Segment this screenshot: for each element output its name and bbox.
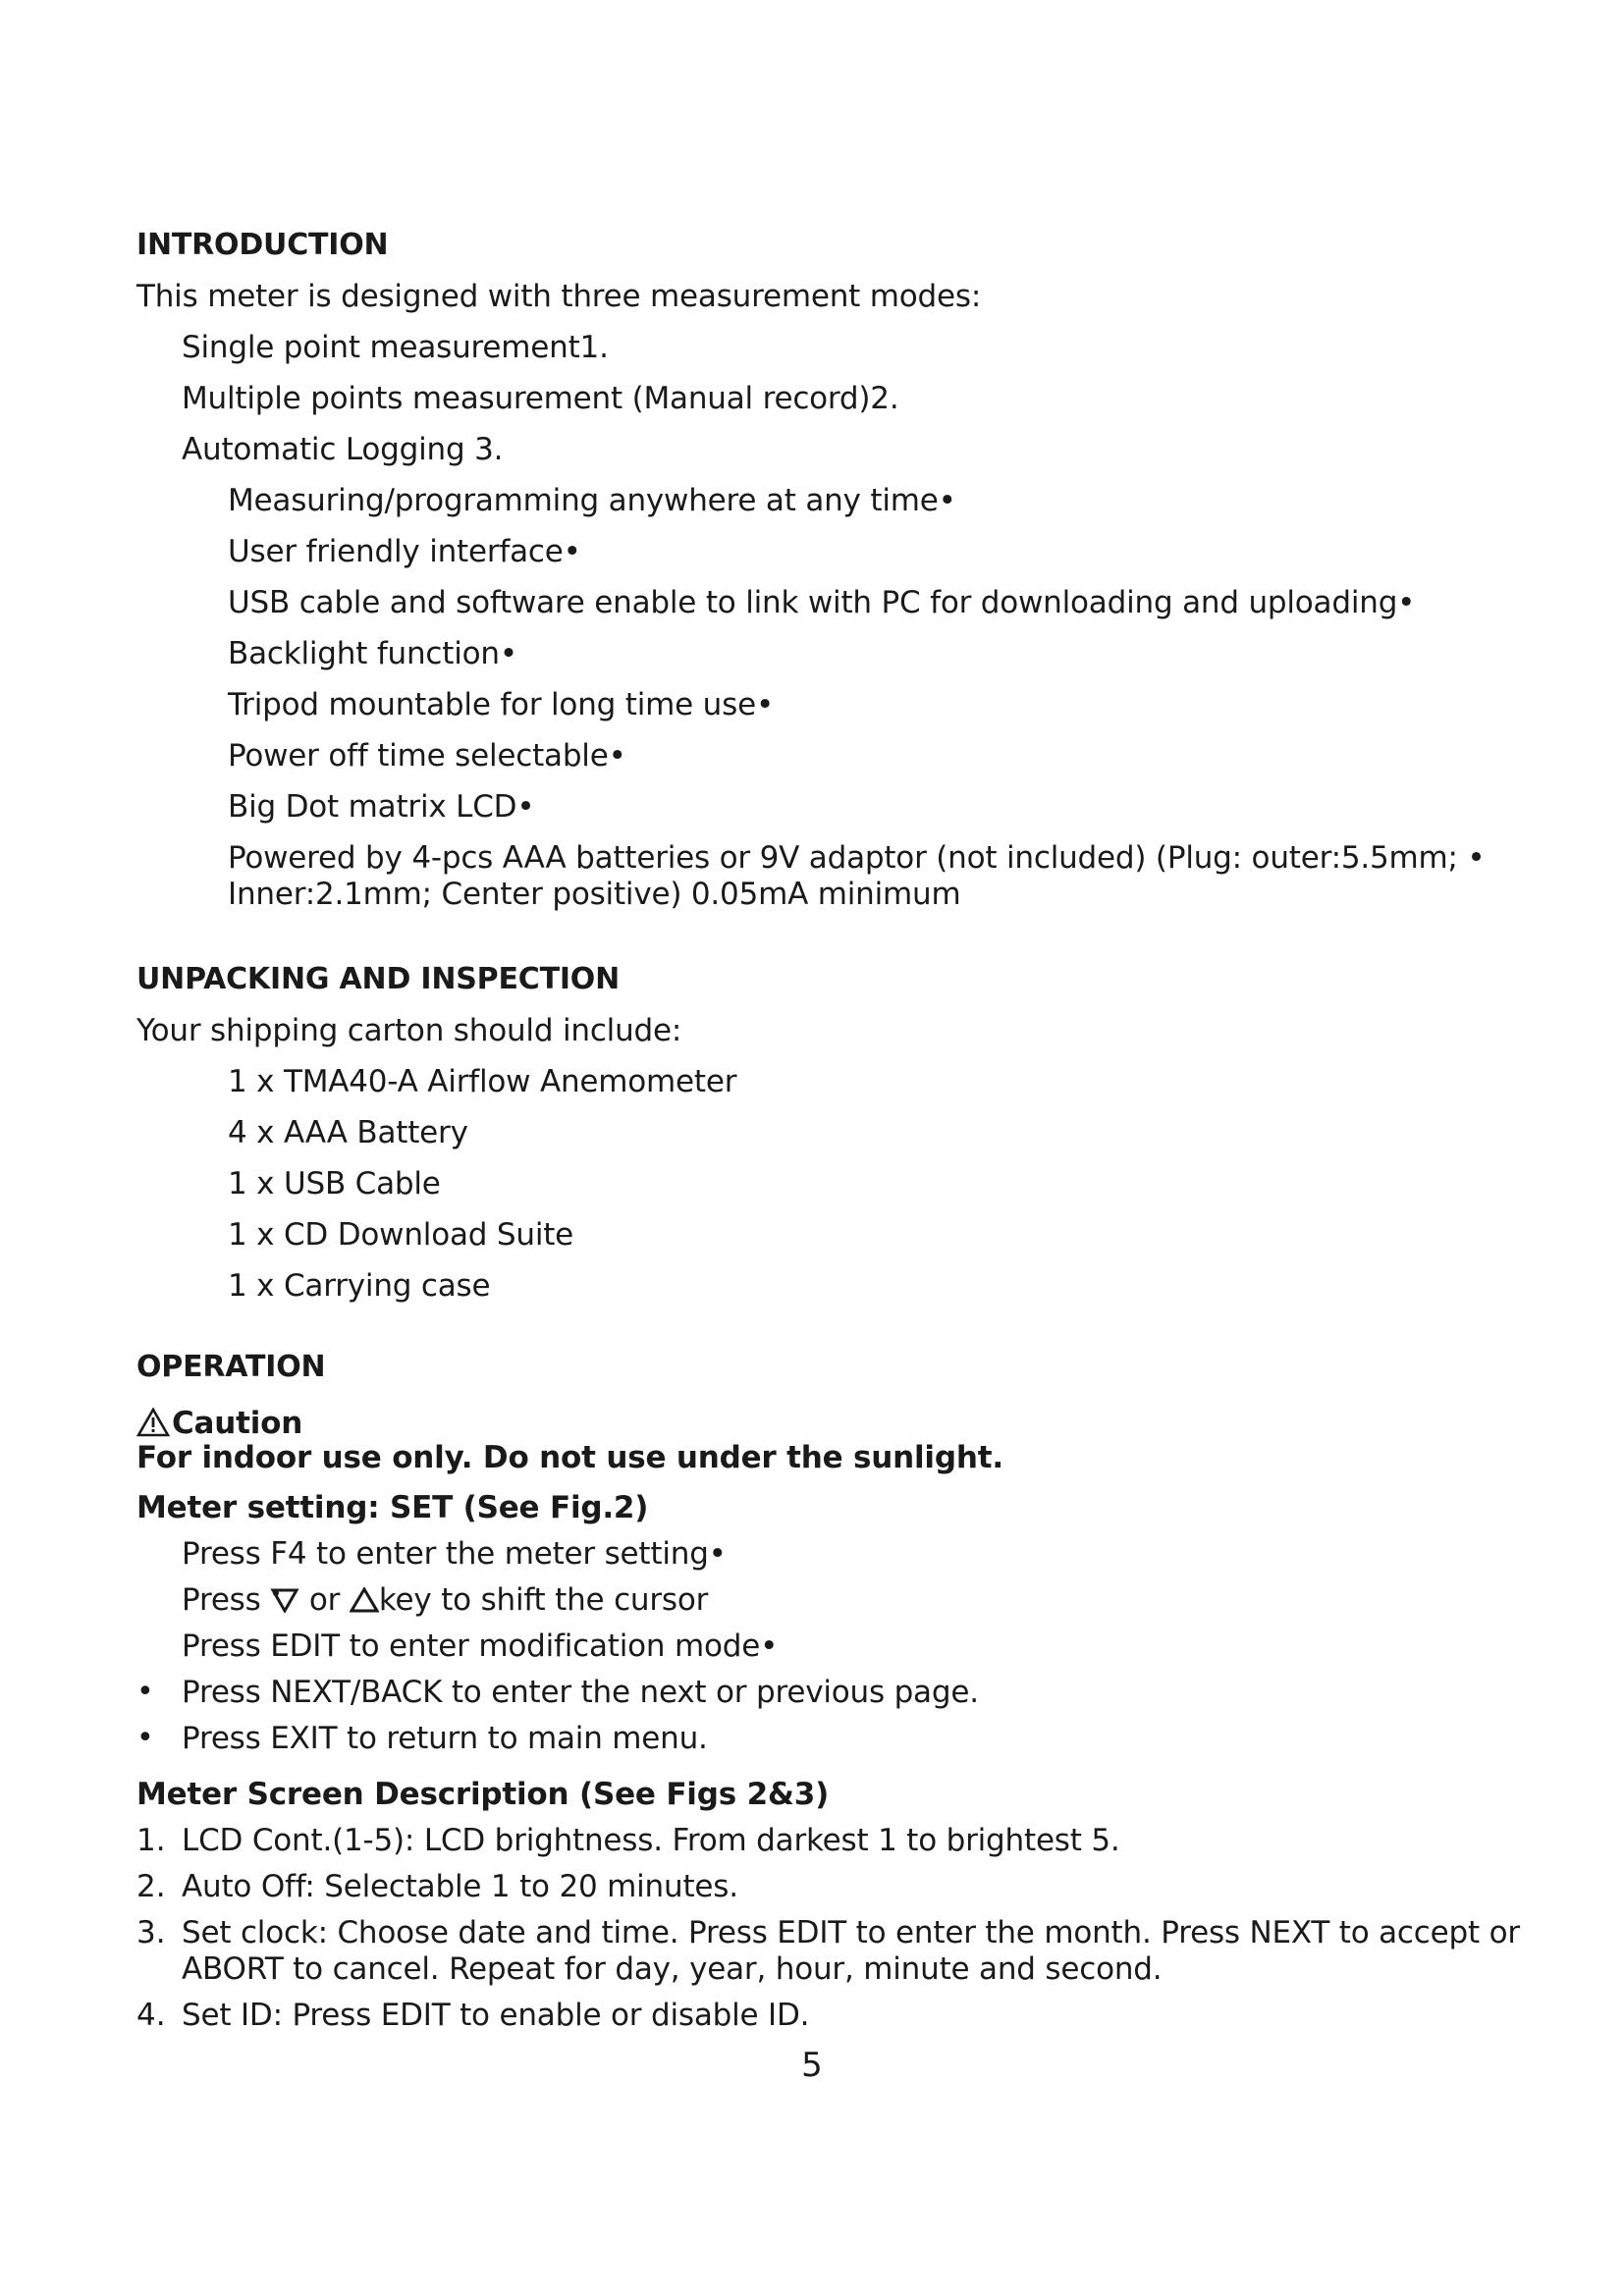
mode-item: Automatic Logging 3.: [182, 432, 504, 467]
list-number: 3.: [136, 1915, 166, 1950]
package-item: 1 x Carrying case: [228, 1268, 491, 1304]
feature-item: Big Dot matrix LCD•: [228, 789, 535, 825]
feature-item: Power off time selectable•: [228, 738, 626, 774]
bullet-marker: •: [136, 1721, 154, 1755]
list-number: 2.: [136, 1869, 166, 1904]
up-arrow-key-icon: [350, 1587, 379, 1613]
feature-item: Backlight function•: [228, 636, 517, 671]
caution-text: For indoor use only. Do not use under the sunlight.: [136, 1440, 1003, 1475]
package-item: 4 x AAA Battery: [228, 1115, 468, 1150]
meter-setting-line-keys: [182, 1582, 708, 1618]
feature-item-continuation: Inner:2.1mm; Center positive) 0.05mA minimum: [228, 877, 961, 912]
meter-setting-title: Meter setting: SET (See Fig.2): [136, 1490, 649, 1525]
package-item: 1 x USB Cable: [228, 1166, 441, 1201]
screen-description-title: Meter Screen Description (See Figs 2&3): [136, 1777, 830, 1812]
feature-item: Measuring/programming anywhere at any time•: [228, 483, 956, 518]
feature-item: Powered by 4-pcs AAA batteries or 9V adaptor (not included) (Plug: outer:5.5mm; •: [228, 840, 1486, 876]
warning-icon: [136, 1408, 170, 1437]
press-label: Press: [182, 1582, 261, 1618]
caution-title: [136, 1406, 302, 1441]
meter-setting-line: Press F4 to enter the meter setting•: [182, 1536, 727, 1572]
operation-heading: OPERATION: [136, 1350, 326, 1384]
package-item: 1 x CD Download Suite: [228, 1217, 574, 1253]
introduction-text: This meter is designed with three measurement modes:: [136, 279, 982, 314]
meter-setting-bullet: Press NEXT/BACK to enter the next or previous page.: [182, 1675, 979, 1710]
caution-label: Caution: [172, 1406, 303, 1441]
key-shift-label: key to shift the cursor: [378, 1582, 709, 1618]
screen-description-item: Auto Off: Selectable 1 to 20 minutes.: [182, 1869, 738, 1904]
list-number: 1.: [136, 1823, 166, 1858]
introduction-heading: INTRODUCTION: [136, 228, 389, 262]
feature-item: Tripod mountable for long time use•: [228, 687, 775, 722]
screen-description-continuation: ABORT to cancel. Repeat for day, year, hour, minute and second.: [182, 1951, 1163, 1987]
page-number: 5: [801, 2046, 823, 2085]
screen-description-item: LCD Cont.(1-5): LCD brightness. From darkest 1 to brightest 5.: [182, 1823, 1120, 1858]
or-label: or: [308, 1582, 341, 1618]
mode-item: Multiple points measurement (Manual record)2.: [182, 381, 899, 416]
meter-setting-line: Press EDIT to enter modification mode•: [182, 1629, 779, 1664]
list-number: 4.: [136, 1998, 166, 2033]
feature-item: User friendly interface•: [228, 534, 581, 569]
down-arrow-key-icon: [270, 1587, 299, 1613]
screen-description-item: Set ID: Press EDIT to enable or disable ID.: [182, 1998, 810, 2033]
mode-item: Single point measurement1.: [182, 330, 609, 365]
package-item: 1 x TMA40-A Airflow Anemometer: [228, 1064, 737, 1099]
unpacking-heading: UNPACKING AND INSPECTION: [136, 962, 621, 996]
bullet-marker: •: [136, 1675, 154, 1709]
screen-description-item: Set clock: Choose date and time. Press EDIT to enter the month. Press NEXT to accept or: [182, 1915, 1520, 1950]
unpacking-text: Your shipping carton should include:: [136, 1013, 682, 1048]
feature-item: USB cable and software enable to link with PC for downloading and uploading•: [228, 585, 1416, 620]
meter-setting-bullet: Press EXIT to return to main menu.: [182, 1721, 708, 1756]
